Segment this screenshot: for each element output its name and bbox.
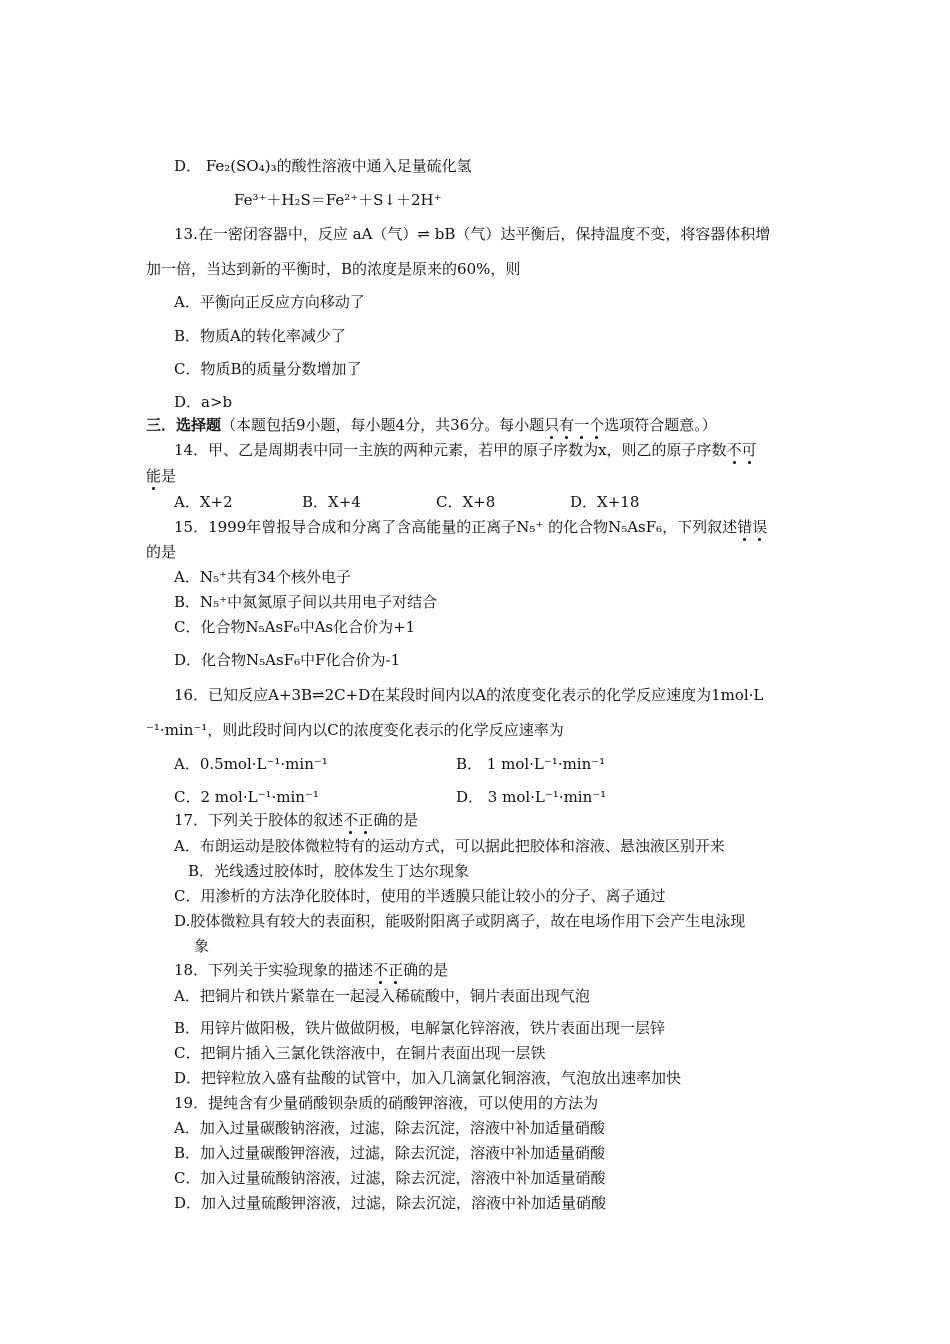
q15-option-b: B．N₅⁺中氮氮原子间以共用电子对结合	[174, 593, 438, 611]
q13-option-d: D．a>b	[174, 393, 233, 411]
q15-option-a: A．N₅⁺共有34个核外电子	[174, 568, 351, 586]
q16-option-b: B． 1 mol·L⁻¹·min⁻¹	[456, 755, 606, 773]
q18-option-d: D．把锌粒放入盛有盐酸的试管中，加入几滴氯化铜溶液，气泡放出速率加快	[174, 1069, 682, 1087]
q17-option-a: A．布朗运动是胶体微粒特有的运动方式，可以据此把胶体和溶液、悬浊液区别开来	[174, 837, 725, 855]
q18-option-b: B．用锌片做阳极，铁片做做阴极，电解氯化锌溶液，铁片表面出现一层锌	[174, 1019, 666, 1037]
q16-stem-line1: 16．已知反应A+3B⇌2C+D在某段时间内以A的浓度变化表示的化学反应速度为1mol·L	[174, 686, 764, 704]
q12-equation: Fe³⁺＋H₂S＝Fe²⁺＋S↓＋2H⁺	[234, 191, 442, 209]
q18-option-a: A．把铜片和铁片紧靠在一起浸入稀硫酸中，铜片表面出现气泡	[174, 987, 590, 1005]
q14-stem-line1: 14．甲、乙是周期表中同一主族的两种元素，若甲的原子序数为x，则乙的原子序数不可	[174, 441, 757, 459]
q14-option-a: A．X+2	[174, 493, 233, 511]
q17-stem: 17．下列关于胶体的叙述不正确的是	[174, 811, 419, 829]
q15-stem-line2: 的是	[146, 543, 177, 561]
q19-option-c: C．加入过量硫酸钠溶液，过滤，除去沉淀，溶液中补加适量硝酸	[174, 1169, 606, 1187]
q16-option-c: C．2 mol·L⁻¹·min⁻¹	[174, 788, 319, 806]
q19-option-a: A．加入过量碳酸钠溶液，过滤，除去沉淀，溶液中补加适量硝酸	[174, 1119, 605, 1137]
q16-option-a: A．0.5mol·L⁻¹·min⁻¹	[174, 755, 328, 773]
q14-stem-line2: 能是	[146, 467, 177, 485]
q17-option-d-line1: D.胶体微粒具有较大的表面积，能吸附阳离子或阴离子，故在电场作用下会产生电泳现	[174, 912, 746, 930]
q16-stem-line2: ⁻¹·min⁻¹，则此段时间内以C的浓度变化表示的化学反应速率为	[146, 721, 564, 739]
q14-option-c: C．X+8	[436, 493, 496, 511]
q19-stem: 19．提纯含有少量硝酸钡杂质的硝酸钾溶液，可以使用的方法为	[174, 1094, 599, 1112]
q15-option-c: C．化合物N₅AsF₆中As化合价为+1	[174, 618, 416, 636]
section-heading: 三．选择题（本题包括9小题，每小题4分，共36分。每小题只有一个选项符合题意。）	[146, 416, 717, 434]
q14-option-b: B．X+4	[302, 493, 361, 511]
q13-stem-line1: 13.在一密闭容器中，反应 aA（气）⇌ bB（气）达平衡后，保持温度不变，将容器体积增	[174, 225, 771, 243]
q14-option-d: D．X+18	[570, 493, 640, 511]
q13-stem-line2: 加一倍，当达到新的平衡时，B的浓度是原来的60%，则	[146, 260, 521, 278]
q13-option-a: A．平衡向正反应方向移动了	[174, 293, 365, 311]
q15-option-d: D．化合物N₅AsF₆中F化合价为-1	[174, 651, 401, 669]
q17-option-c: C．用渗析的方法净化胶体时，使用的半透膜只能让较小的分子、离子通过	[174, 887, 666, 905]
q18-option-c: C．把铜片插入三氯化铁溶液中，在铜片表面出现一层铁	[174, 1044, 546, 1062]
q17-option-d-line2: 象	[194, 937, 210, 955]
q19-option-d: D．加入过量硫酸钾溶液，过滤，除去沉淀，溶液中补加适量硝酸	[174, 1194, 607, 1212]
q19-option-b: B．加入过量碳酸钾溶液，过滤，除去沉淀，溶液中补加适量硝酸	[174, 1144, 606, 1162]
q18-stem: 18．下列关于实验现象的描述不正确的是	[174, 961, 449, 979]
q16-option-d: D． 3 mol·L⁻¹·min⁻¹	[456, 788, 607, 806]
q12-option-d: D． Fe₂(SO₄)₃的酸性溶液中通入足量硫化氢	[174, 157, 472, 175]
q13-option-b: B．物质A的转化率减少了	[174, 327, 346, 345]
q13-option-c: C．物质B的质量分数增加了	[174, 360, 362, 378]
q15-stem-line1: 15．1999年曾报导合成和分离了含高能量的正离子N₅⁺ 的化合物N₅AsF₆，下列叙述错误	[174, 518, 768, 536]
q17-option-b: B．光线透过胶体时，胶体发生丁达尔现象	[188, 862, 470, 880]
